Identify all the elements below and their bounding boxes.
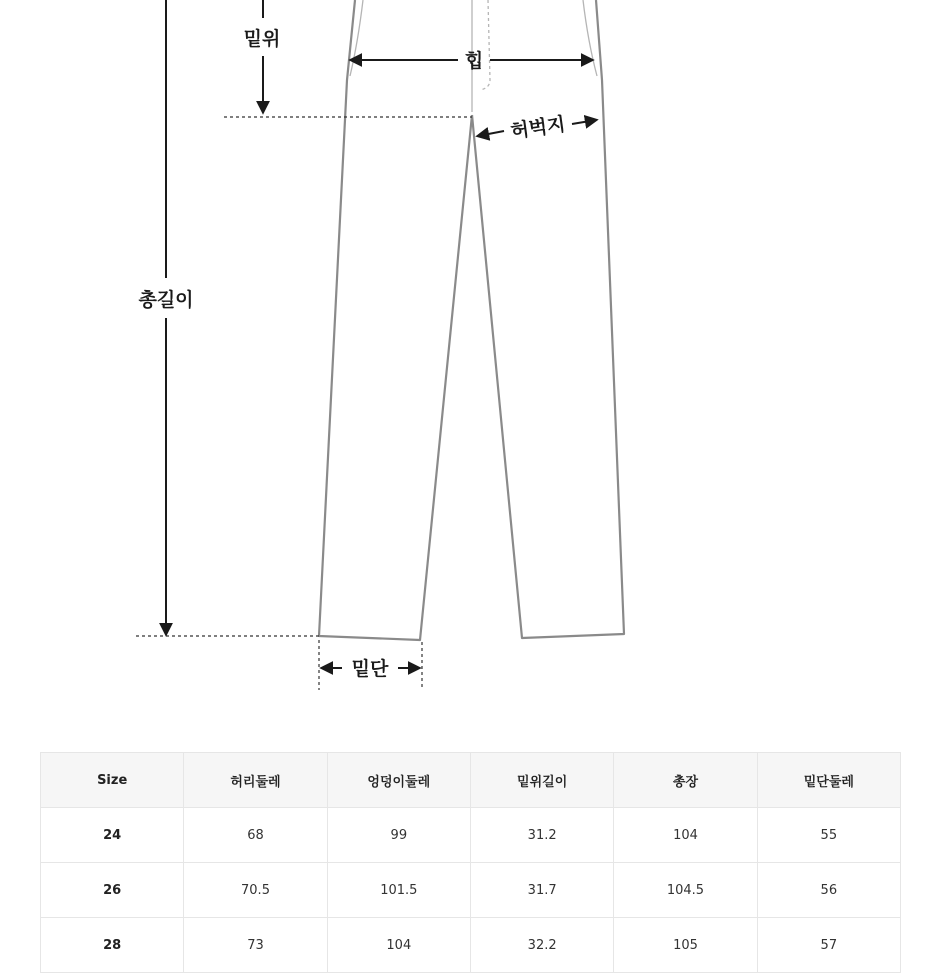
table-cell: 32.2 (470, 918, 613, 973)
table-cell: 73 (184, 918, 327, 973)
table-cell: 99 (327, 808, 470, 863)
measurement-arrows (166, 0, 596, 668)
table-cell: 68 (184, 808, 327, 863)
header-size: Size (41, 753, 184, 808)
table-cell: 101.5 (327, 863, 470, 918)
right-leg-outline (472, 0, 624, 638)
fly-stitch (480, 0, 490, 90)
size-table (40, 752, 901, 973)
header-total-length: 총장 (614, 753, 757, 808)
table-cell: 70.5 (184, 863, 327, 918)
thigh-label: 허벅지 (509, 113, 567, 143)
header-rise: 밑위길이 (470, 753, 613, 808)
table-cell: 104 (327, 918, 470, 973)
table-header-row (41, 753, 901, 808)
table-cell: 105 (614, 918, 757, 973)
size-cell: 24 (41, 808, 184, 863)
table-row (41, 863, 901, 918)
rise-label: 밑위 (243, 28, 281, 50)
table-cell: 31.2 (470, 808, 613, 863)
total-length-label: 총길이 (138, 289, 194, 311)
header-hip: 엉덩이둘레 (327, 753, 470, 808)
table-row (41, 918, 901, 973)
table-row (41, 808, 901, 863)
table-cell: 31.7 (470, 863, 613, 918)
table-cell: 57 (757, 918, 900, 973)
table-cell: 56 (757, 863, 900, 918)
table-cell: 104 (614, 808, 757, 863)
hip-label: 힙 (464, 50, 484, 72)
size-cell: 26 (41, 863, 184, 918)
right-pocket-line (583, 0, 597, 76)
header-waist: 허리둘레 (184, 753, 327, 808)
guide-lines (136, 117, 472, 690)
table-cell: 104.5 (614, 863, 757, 918)
hem-label: 밑단 (351, 658, 389, 680)
thigh-arrow-left (478, 131, 504, 136)
header-hem: 밑단둘레 (757, 753, 900, 808)
size-cell: 28 (41, 918, 184, 973)
thigh-arrow-right (572, 120, 596, 124)
left-leg-outline (319, 0, 472, 640)
table-cell: 55 (757, 808, 900, 863)
